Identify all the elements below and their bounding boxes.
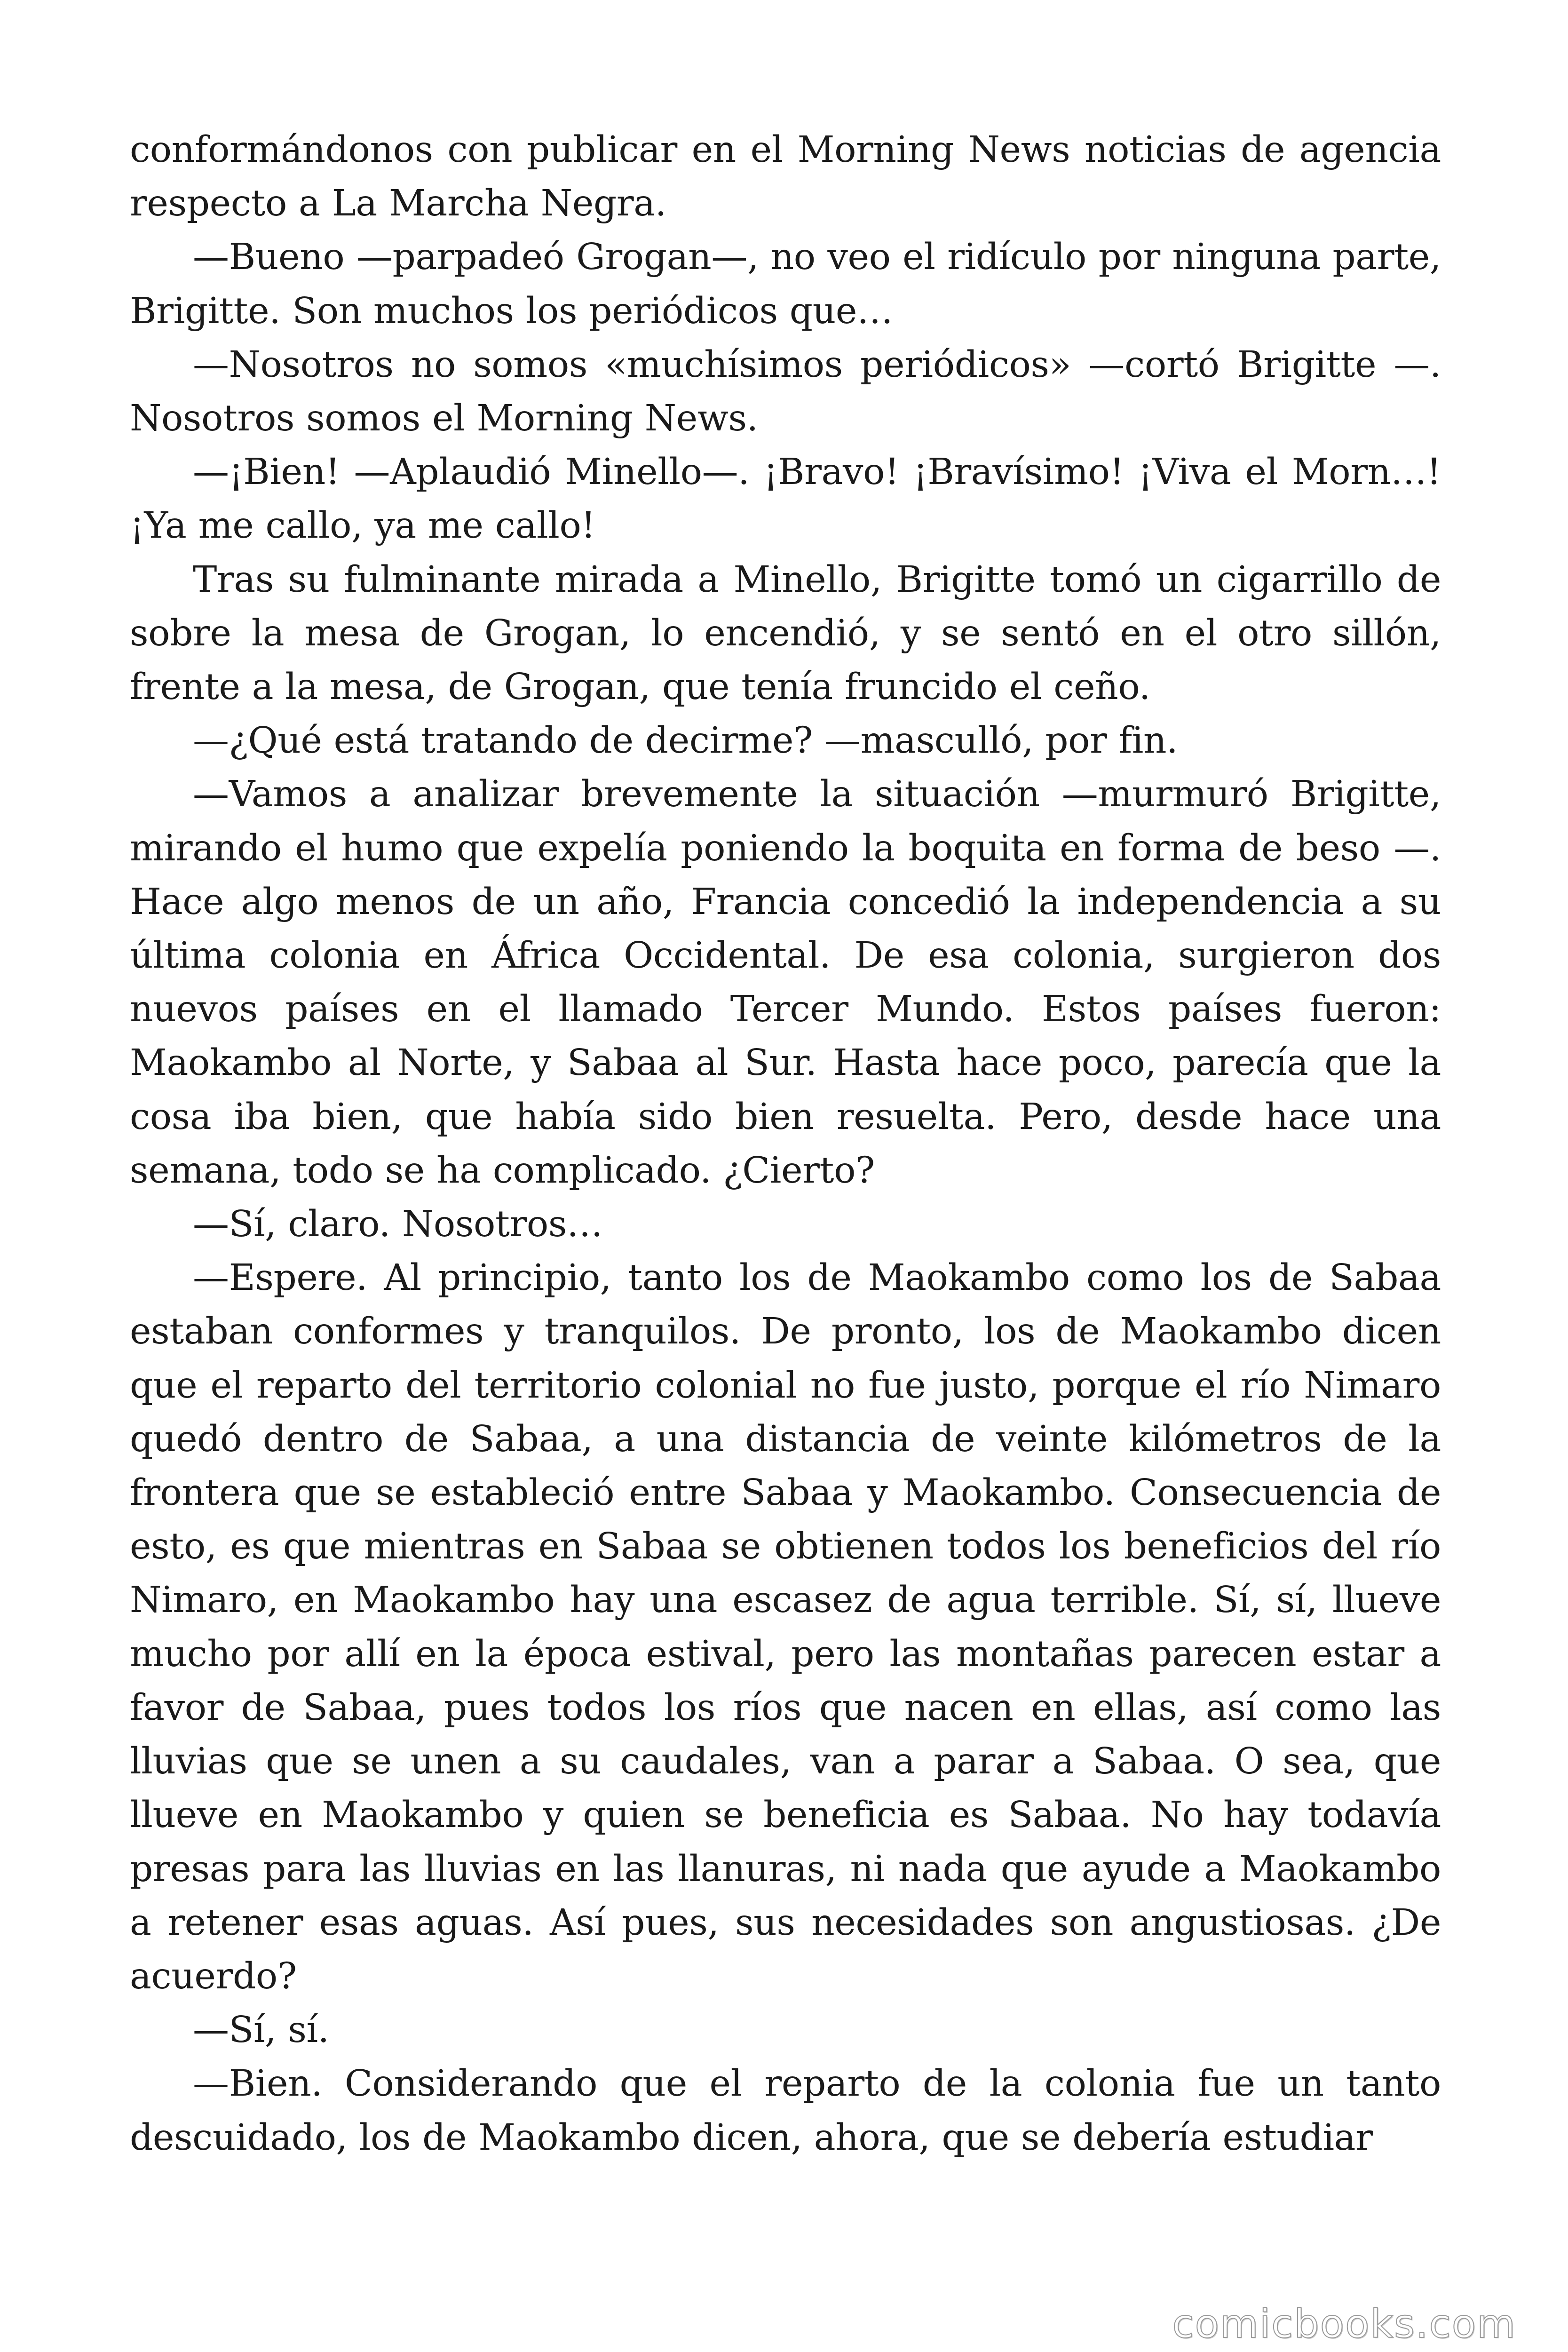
book-page-text [130,123,1441,2165]
paragraph: —Bueno —parpadeó Grogan—, no veo el ridículo por ninguna parte, Brigitte. Son muchos los periódicos que… [130,236,1441,332]
paragraph: —¿Qué está tratando de decirme? —mascullό, por fin. [193,720,1178,762]
paragraph: —Sí, claro. Nosotros… [193,1203,603,1246]
site-watermark: comicbooks.com [1172,2301,1516,2347]
paragraph: —Bien. Considerando que el reparto de la colonia fue un tanto descuidado, los de Maokambo dicen, ahora, que se debería estudiar [130,2063,1441,2159]
paragraph: —Espere. Al principio, tanto los de Maokambo como los de Sabaa estaban conformes y tranquilos. De pronto, los de Maokambo dicen que el reparto del territorio colonial no fue justo, porque el río Nimaro quedó dentro de Sabaa, a una distancia de veinte kilómetros de la frontera que se estableció entre Sabaa y Maokambo. Consecuencia de esto, es que mientras en Sabaa se obtienen todos los beneficios del río Nimaro, en Maokambo hay una escasez de agua terrible. Sí, sí, llueve mucho por allí en la época estival, pero las montañas parecen estar a favor de Sabaa, pues todos los ríos que nacen en ellas, así como las lluvias que se unen a su caudales, van a parar a Sabaa. O sea, que llueve en Maokambo y quien se beneficia es Sabaa. No hay todavía presas para las lluvias en las llanuras, ni nada que ayude a Maokambo a retener esas aguas. Así pues, sus necesidades son angustiosas. ¿De acuerdo? [130,1257,1441,1997]
paragraph: —¡Bien! —Aplaudió Minello—. ¡Bravo! ¡Bravísimo! ¡Viva el Morn…! ¡Ya me callo, ya me callo! [130,451,1441,547]
paragraph: —Sí, sí. [193,2009,329,2051]
paragraph: —Vamos a analizar brevemente la situación —murmuró Brigitte, mirando el humo que expelía poniendo la boquita en forma de beso —. Hace algo menos de un año, Francia concedió la independencia a su última colonia en África Occidental. De esa colonia, surgieron dos nuevos países en el llamado Tercer Mundo. Estos países fueron: Maokambo al Norte, y Sabaa al Sur. Hasta hace poco, parecía que la cosa iba bien, que había sido bien resuelta. Pero, desde hace una semana, todo se ha complicado. ¿Cierto? [130,773,1441,1192]
paragraph: —Nosotros no somos «muchísimos periódicos» —cortó Brigitte —. Nosotros somos el Morning News. [130,343,1441,440]
paragraph: Tras su fulminante mirada a Minello, Brigitte tomó un cigarrillo de sobre la mesa de Grogan, lo encendió, y se sentó en el otro sillón, frente a la mesa, de Grogan, que tenía fruncido el ceño. [130,558,1441,708]
paragraph-continued: conformándonos con publicar en el Morning News noticias de agencia respecto a La Marcha Negra. [130,129,1441,225]
